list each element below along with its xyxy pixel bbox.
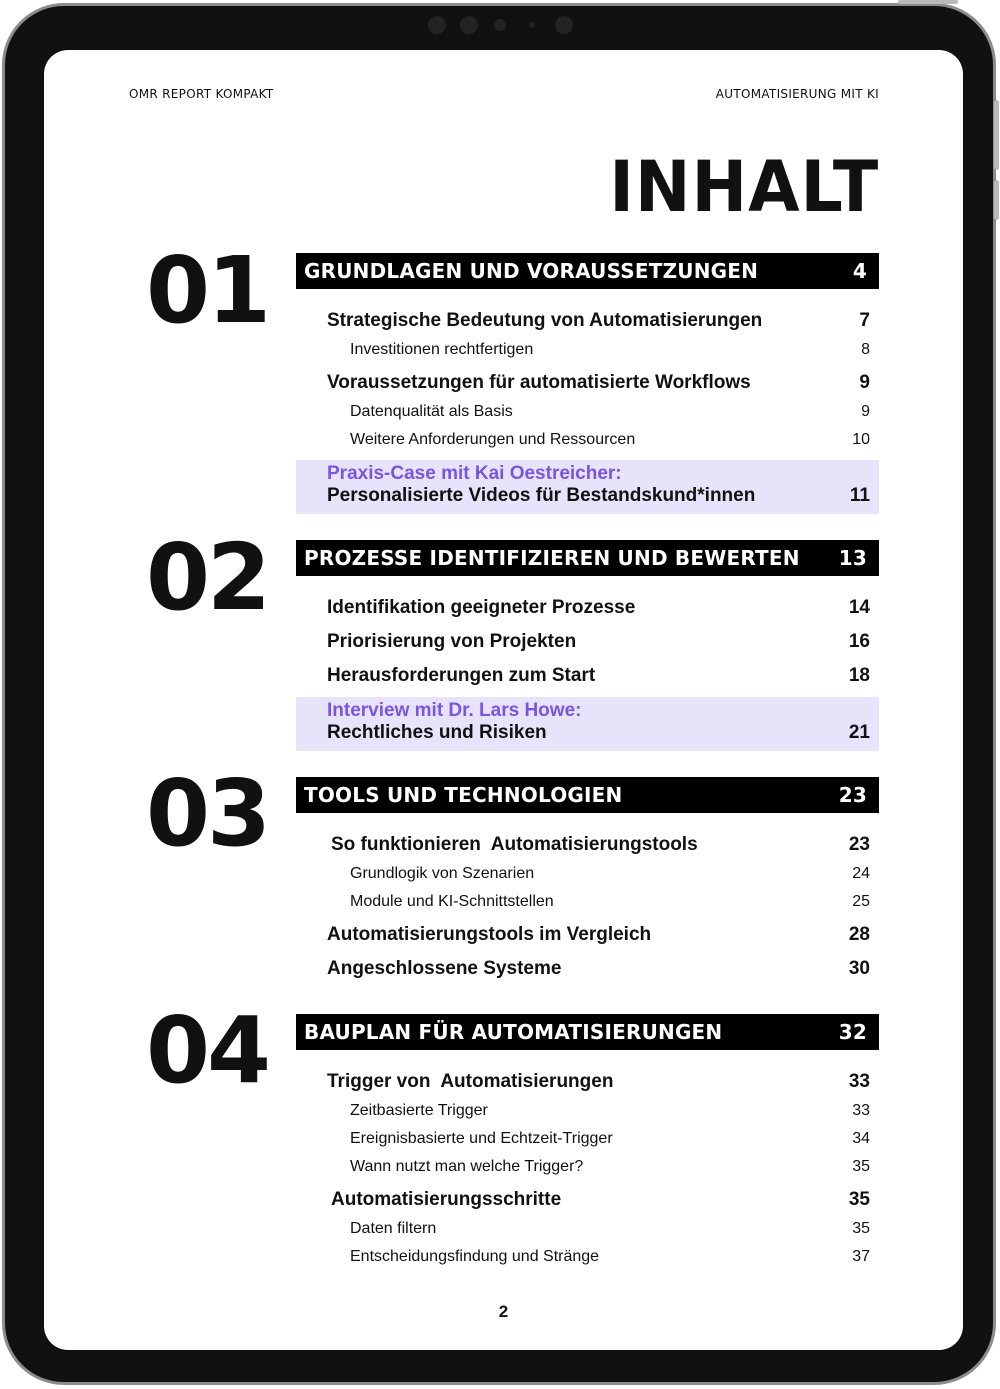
toc-entry[interactable]	[327, 665, 870, 687]
toc-entry-page: 14	[848, 597, 870, 618]
toc-entry-page: 8	[861, 341, 870, 358]
volume-button	[994, 180, 999, 220]
toc-entry-label: Voraussetzungen für automatisierte Workflows	[327, 372, 751, 393]
toc-entry[interactable]	[327, 597, 870, 619]
toc-entry-page: 35	[852, 1220, 870, 1237]
toc-entry-page: 16	[848, 631, 870, 652]
toc-entry-label: Priorisierung von Projekten	[327, 631, 577, 652]
toc-entry-page: 7	[859, 310, 870, 331]
toc-entry-label: Automatisierungstools im Vergleich	[327, 924, 652, 945]
toc-entry[interactable]	[331, 1189, 870, 1211]
toc-entry-label: Herausforderungen zum Start	[327, 665, 596, 686]
volume-button	[994, 100, 999, 170]
toc-subentry[interactable]	[350, 1248, 870, 1266]
toc-entry-label: Personalisierte Videos für Bestandskund*innen	[327, 485, 756, 506]
toc-entry-page: 9	[861, 403, 870, 420]
section-heading-bar[interactable]	[296, 540, 879, 576]
running-header-right: AUTOMATISIERUNG MIT KI	[715, 87, 879, 101]
toc-entry-label: Ereignisbasierte und Echtzeit-Trigger	[350, 1130, 613, 1147]
toc-entry[interactable]	[327, 310, 870, 332]
toc-entry-label: Trigger von Automatisierungen	[327, 1071, 614, 1092]
camera-lens	[428, 16, 446, 34]
toc-entry-page: 33	[848, 1071, 870, 1092]
section-number: 01	[145, 237, 268, 344]
section-heading: GRUNDLAGEN UND VORAUSSETZUNGEN	[304, 259, 759, 283]
section-heading: PROZESSE IDENTIFIZIEREN UND BEWERTEN	[304, 546, 800, 570]
toc-entry-page: 35	[852, 1158, 870, 1175]
page-number: 2	[498, 1302, 509, 1321]
toc-subentry[interactable]	[350, 1130, 870, 1148]
toc-entry-label: Investitionen rechtfertigen	[350, 341, 534, 358]
toc-entry-label: Module und KI-Schnittstellen	[350, 893, 554, 910]
toc-entry-page: 35	[848, 1189, 870, 1210]
highlight-kicker: Interview mit Dr. Lars Howe:	[327, 700, 582, 721]
toc-entry-page: 21	[848, 722, 870, 743]
section-page: 4	[852, 259, 867, 283]
toc-entry-page: 24	[852, 865, 870, 882]
camera-lens	[460, 16, 478, 34]
toc-entry[interactable]	[327, 958, 870, 980]
document-page	[44, 50, 963, 1350]
toc-subentry[interactable]	[350, 865, 870, 883]
toc-subentry[interactable]	[350, 403, 870, 421]
section-number: 02	[145, 524, 268, 631]
toc-entry-label: Zeitbasierte Trigger	[350, 1102, 488, 1119]
power-button	[898, 0, 958, 4]
toc-entry[interactable]	[331, 834, 870, 856]
toc-entry[interactable]	[327, 372, 870, 394]
toc-subentry[interactable]	[350, 893, 870, 911]
toc-entry-label: Grundlogik von Szenarien	[350, 865, 535, 882]
toc-entry[interactable]	[327, 924, 870, 946]
toc-entry-page: 28	[848, 924, 870, 945]
toc-entry-label: Entscheidungsfindung und Stränge	[350, 1248, 600, 1265]
toc-entry[interactable]	[327, 1071, 870, 1093]
toc-entry-page: 23	[848, 834, 870, 855]
toc-subentry[interactable]	[350, 431, 870, 449]
toc-subentry[interactable]	[350, 341, 870, 359]
highlight-entry[interactable]	[327, 722, 870, 744]
section-page: 13	[838, 546, 867, 570]
toc-entry-page: 25	[852, 893, 870, 910]
toc-entry-label: So funktionieren Automatisierungstools	[331, 834, 698, 855]
toc-entry-page: 37	[852, 1248, 870, 1265]
toc-entry-label: Strategische Bedeutung von Automatisierungen	[327, 310, 763, 331]
toc-entry-page: 34	[852, 1130, 870, 1147]
page-title: INHALT	[609, 146, 879, 228]
section-heading-bar[interactable]	[296, 253, 879, 289]
toc-subentry[interactable]	[350, 1220, 870, 1238]
toc-subentry[interactable]	[350, 1102, 870, 1120]
section-number: 04	[145, 997, 268, 1104]
section-heading: BAUPLAN FÜR AUTOMATISIERUNGEN	[304, 1020, 723, 1044]
highlight-kicker: Praxis-Case mit Kai Oestreicher:	[327, 463, 622, 484]
toc-entry[interactable]	[327, 631, 870, 653]
toc-entry-page: 33	[852, 1102, 870, 1119]
section-heading: TOOLS UND TECHNOLOGIEN	[304, 783, 623, 807]
toc-subentry[interactable]	[350, 1158, 870, 1176]
camera-sensor	[529, 22, 535, 28]
toc-entry-page: 18	[848, 665, 870, 686]
section-page: 23	[838, 783, 867, 807]
running-header-left: OMR REPORT KOMPAKT	[129, 87, 274, 101]
camera-lens	[555, 16, 573, 34]
toc-entry-page: 10	[852, 431, 870, 448]
section-number: 03	[145, 760, 268, 867]
tablet-frame	[2, 3, 996, 1385]
toc-entry-page: 9	[859, 372, 870, 393]
toc-entry-label: Angeschlossene Systeme	[327, 958, 562, 979]
toc-entry-label: Automatisierungsschritte	[331, 1189, 562, 1210]
highlight-entry[interactable]	[327, 485, 870, 507]
toc-entry-page: 30	[848, 958, 870, 979]
toc-entry-label: Rechtliches und Risiken	[327, 722, 547, 743]
camera-lens	[494, 19, 506, 31]
toc-entry-label: Datenqualität als Basis	[350, 403, 513, 420]
toc-entry-label: Identifikation geeigneter Prozesse	[327, 597, 636, 618]
toc-entry-label: Daten filtern	[350, 1220, 437, 1237]
section-page: 32	[838, 1020, 867, 1044]
toc-entry-page: 11	[849, 485, 870, 506]
toc-entry-label: Weitere Anforderungen und Ressourcen	[350, 431, 636, 448]
toc-entry-label: Wann nutzt man welche Trigger?	[350, 1158, 584, 1175]
section-heading-bar[interactable]	[296, 1014, 879, 1050]
section-heading-bar[interactable]	[296, 777, 879, 813]
